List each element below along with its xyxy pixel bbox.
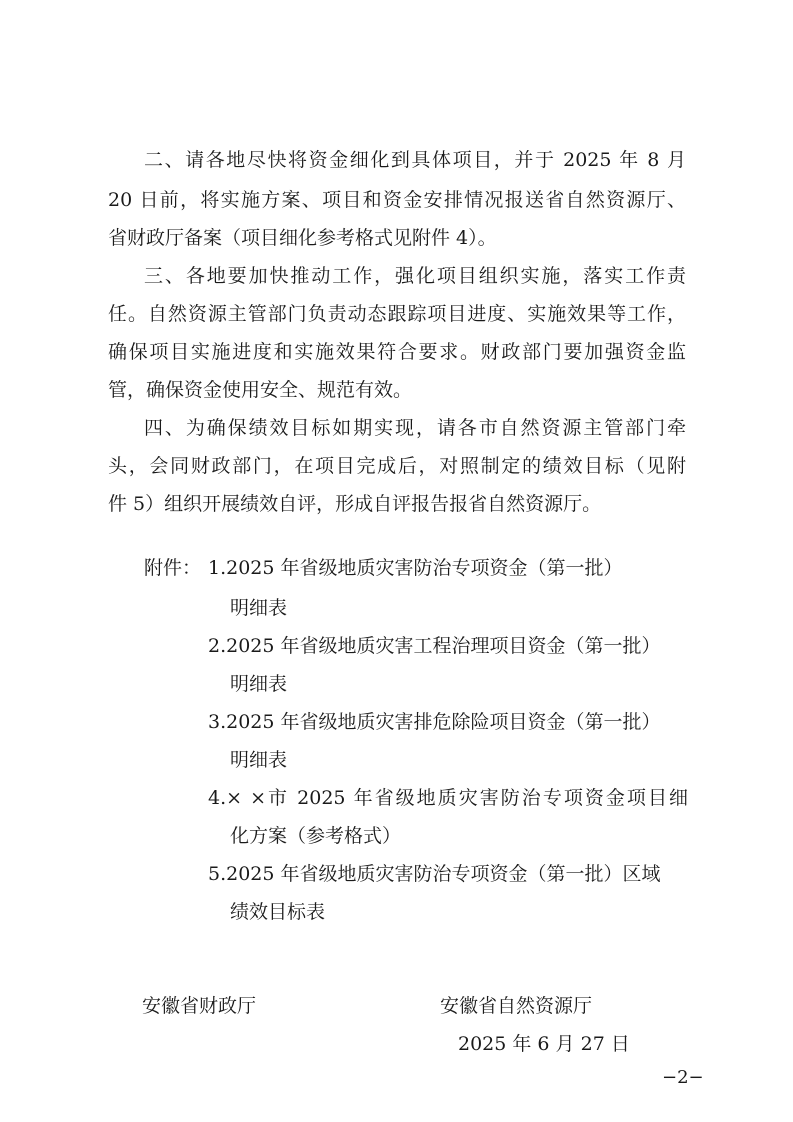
paragraph-3-line-1: 三、各地要加快推动工作，强化项目组织实施，落实工作责 (144, 265, 686, 287)
attachment-item-4-line-2: 化方案（参考格式） (230, 825, 402, 847)
signer-finance-dept: 安徽省财政厅 (142, 995, 257, 1017)
attachment-item-1-line-2: 明细表 (230, 597, 288, 619)
attachment-item-3-line-2: 明细表 (230, 749, 288, 771)
paragraph-3-line-4: 管，确保资金使用安全、规范有效。 (108, 379, 413, 401)
attachment-item-3-line-1: 3.2025 年省级地质灾害排危除险项目资金（第一批） (208, 711, 661, 733)
page-number: −2− (662, 1067, 704, 1088)
signer-natural-resources-dept: 安徽省自然资源厅 (440, 995, 593, 1017)
paragraph-3-line-2: 任。自然资源主管部门负责动态跟踪项目进度、实施效果等工作， (108, 303, 686, 325)
paragraph-4-line-3: 件 5）组织开展绩效自评，形成自评报告报省自然资源厅。 (108, 493, 602, 515)
attachments-label: 附件： (144, 557, 202, 579)
attachment-item-5-line-2: 绩效目标表 (230, 901, 326, 923)
paragraph-3-line-3: 确保项目实施进度和实施效果符合要求。财政部门要加强资金监 (108, 341, 686, 363)
paragraph-2-line-1: 二、请各地尽快将资金细化到具体项目，并于 2025 年 8 月 (144, 149, 686, 171)
attachment-item-2-line-2: 明细表 (230, 673, 288, 695)
issue-date: 2025 年 6 月 27 日 (458, 1033, 630, 1055)
paragraph-2-line-2: 20 日前，将实施方案、项目和资金安排情况报送省自然资源厅、 (108, 189, 686, 211)
paragraph-4-line-2: 头，会同财政部门，在项目完成后，对照制定的绩效目标（见附 (108, 455, 686, 477)
paragraph-4-line-1: 四、为确保绩效目标如期实现，请各市自然资源主管部门牵 (144, 417, 686, 439)
paragraph-2-line-3: 省财政厅备案（项目细化参考格式见附件 4）。 (108, 227, 497, 249)
attachment-item-2-line-1: 2.2025 年省级地质灾害工程治理项目资金（第一批） (208, 635, 661, 657)
attachment-item-4-line-1: 4.× ×市 2025 年省级地质灾害防治专项资金项目细 (208, 787, 688, 809)
attachment-item-5-line-1: 5.2025 年省级地质灾害防治专项资金（第一批）区域 (208, 863, 661, 885)
attachment-item-1-line-1: 1.2025 年省级地质灾害防治专项资金（第一批） (208, 557, 623, 579)
